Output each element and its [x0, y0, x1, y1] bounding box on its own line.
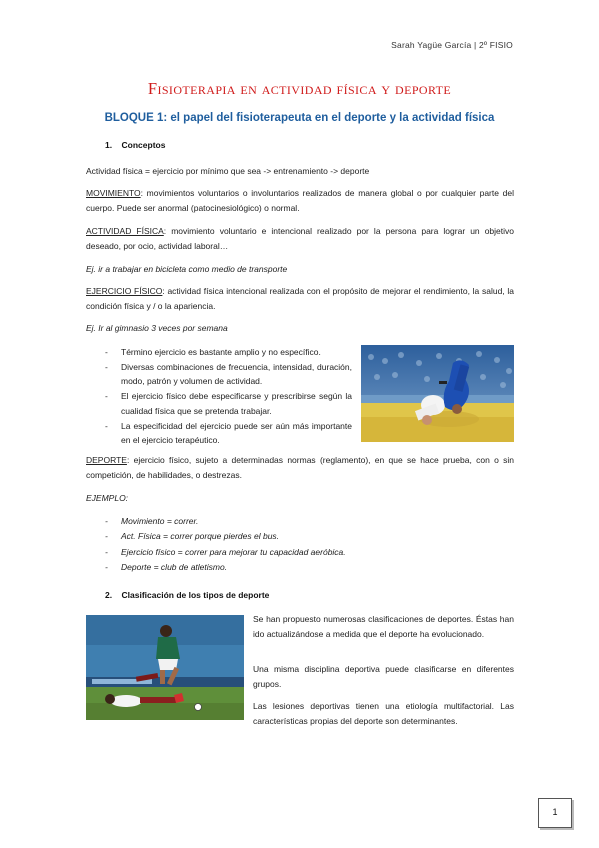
section-2-paragraph-3: Las lesiones deportivas tienen una etiología multifactorial. Las características propias del deporte son determinantes.	[253, 701, 514, 726]
movimiento-text: : movimientos voluntarios o involuntarios realizados de manera global o por cualquier parte del cuerpo. Puede ser anormal (patocinesiológico) o normal.	[86, 188, 514, 213]
judo-photo	[361, 345, 514, 442]
deporte-term: DEPORTE	[86, 455, 127, 465]
list-item: - Diversas combinaciones de frecuencia, intensidad, duración, modo, patrón y volumen de actividad.	[103, 360, 352, 389]
ejercicio-term: EJERCICIO FÍSICO	[86, 286, 163, 296]
block-heading: BLOQUE 1: el papel del fisioterapeuta en el deporte y la actividad física	[104, 112, 495, 124]
list-item: - El ejercicio físico debe especificarse y prescribirse según la cualidad física que se pretenda trabajar.	[103, 389, 352, 418]
document-title: Fisioterapia en actividad física y deporte	[147, 79, 452, 98]
ejemplo-list	[103, 514, 503, 575]
section-2-paragraph-1: Se han propuesto numerosas clasificaciones de deportes. Éstas han ido actualizándose a medida que el deporte ha evolucionado.	[253, 614, 514, 639]
section-2-paragraph-2: Una misma disciplina deportiva puede clasificarse en diferentes grupos.	[253, 664, 514, 689]
section-1-heading: 1. Conceptos	[105, 140, 166, 150]
page-number-box	[538, 798, 572, 828]
list-item: - La especificidad del ejercicio puede ser aún más importante en el ejercicio terapéutico.	[103, 419, 352, 448]
page-header: Sarah Yagüe García | 2º FISIO	[391, 40, 513, 50]
exercise-bullets	[103, 345, 352, 448]
soccer-photo	[86, 615, 244, 720]
example-1: Ej. ir a trabajar en bicicleta como medio de transporte	[86, 264, 288, 274]
actividad-term: ACTIVIDAD FÍSICA	[86, 226, 164, 236]
list-item: - Act. Física = correr porque pierdes el bus.	[103, 529, 503, 544]
section-2-heading: 2. Clasificación de los tipos de deporte	[105, 590, 270, 600]
deporte-paragraph	[86, 453, 514, 483]
ejercicio-paragraph	[86, 284, 514, 314]
movimiento-term: MOVIMIENTO	[86, 188, 141, 198]
example-2: Ej. Ir al gimnasio 3 veces por semana	[86, 323, 228, 333]
activity-definition: Actividad física = ejercicio por mínimo que sea -> entrenamiento -> deporte	[86, 166, 370, 176]
ejercicio-text: : actividad física intencional realizada con el propósito de mejorar el rendimiento, la salud, la condición física y / o la apariencia.	[86, 286, 514, 311]
actividad-text: : movimiento voluntario e intencional realizado por la persona para lograr un objetivo deseado, por ocio, actividad laboral…	[86, 226, 514, 251]
page-number: 1	[552, 807, 558, 817]
deporte-text: : ejercicio físico, sujeto a determinadas normas (reglamento), en que se hace prueba, con o sin competición, de habilidades, o destrezas.	[86, 455, 514, 480]
movimiento-paragraph	[86, 186, 514, 216]
list-item: - Movimiento = correr.	[103, 514, 503, 529]
actividad-paragraph	[86, 224, 514, 254]
list-item: - Ejercicio físico = correr para mejorar tu capacidad aeróbica.	[103, 545, 503, 560]
ejemplo-label: EJEMPLO:	[86, 493, 129, 503]
list-item: - Deporte = club de atletismo.	[103, 560, 503, 575]
list-item: - Término ejercicio es bastante amplio y no específico.	[103, 345, 352, 360]
